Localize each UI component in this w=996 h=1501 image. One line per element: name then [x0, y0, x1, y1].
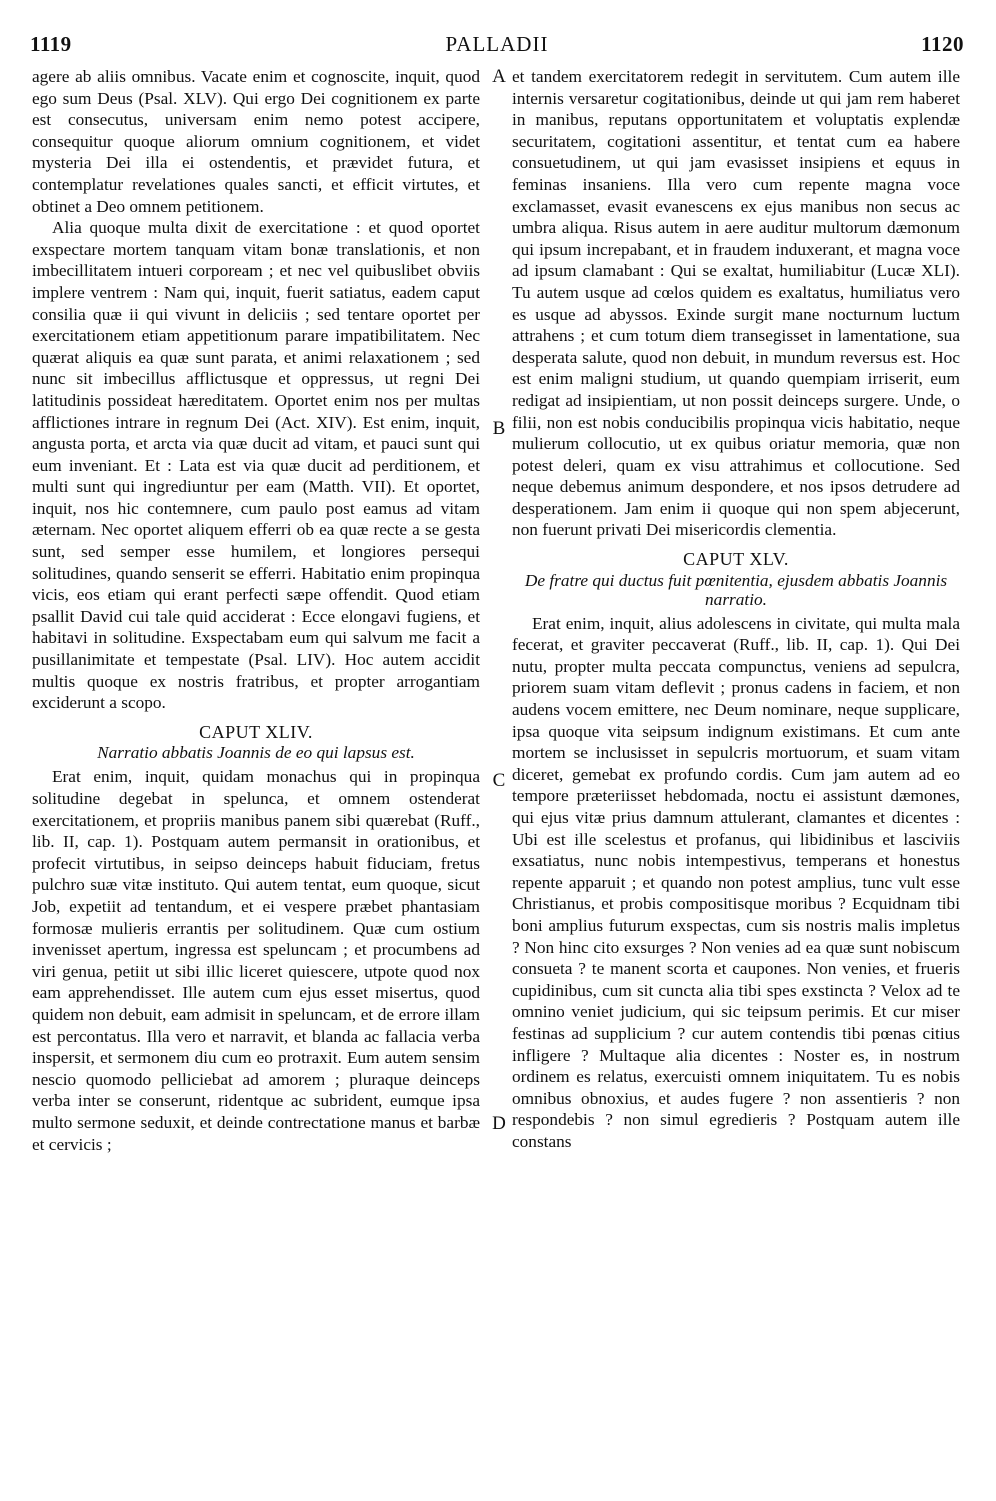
- margin-marker-d: D: [492, 1113, 506, 1134]
- page-header: [30, 32, 964, 62]
- chapter-title-44: CAPUT XLIV.: [199, 721, 313, 742]
- left-paragraph-3: Erat enim, inquit, quidam monachus qui in propinqua solitudine degebat in spelunca, et omnem ostenderat exercitationem, et propriis manibus panem sibi quærebat (Ruff., lib. II, cap. 1). Postquam autem permansit in orationibus, et profecit virtutibus, in seipso deinceps habuit fiduciam, fretus pulchro suæ vitæ instituto. Qui autem tentat, eum quoque, sicut Job, expetiit ad tentandum, et ei vespere præbet phantasiam formosæ mulieris errantis per solitudinem. Quæ cum ostium invenisset apertum, ingressa est speluncam ; et procumbens ad viri genua, petiit ut sibi illic liceret quiescere, utpote quod nox eam apprehendisset. Ille autem cum ejus esset misertus, quod quidem non debuit, eam admisit in speluncam, et de errore illam est percontatus. Illa vero et narravit, et blanda ac fallacia verba inspersit, et sermonem diu cum eo protraxit. Eum autem sensim nescio quomodo pelliciebat ad amorem ; pluraque deinceps verba inter se conserunt, ridentque ac subrident, eumque ipsa multo sermone seduxit, et deinde contrectatione manus et barbæ et cervicis ;: [32, 767, 480, 1154]
- right-paragraph-1: et tandem exercitatorem redegit in servitutem. Cum autem ille internis versaretur cogitationibus, deinde ut qui jam rem haberet in manibus, reputans opportunitatem et voluptatis explendæ securitatem, cogitationi assentitur, et tentat cum ea habere consuetudinem, ut qui jam evasisset insipiens et equus in feminas insaniens. Illa vero cum repente magna voce exclamasset, evasit evanescens ex ejus manibus non secus ac umbra aliqua. Risus autem in aere auditur multorum dæmonum qui ipsum increpabant, et in fraudem induxerant, et magna voce ad ipsum clamabant : Qui se exaltat, humiliabitur (Lucæ XLI). Tu autem usque ad cœlos quidem es exaltatus, humiliatus vero es usque ad abyssos. Exinde surgit mane nocturnum luctum attrahens ; et cum totum diem transegisset in lamentatione, sua desperata salute, quod non debuit, in mundum reversus est. Hoc est enim maligni studium, ut quando quempiam irriserit, eum redigat ad insipientiam, ut non possit deinceps surgere. Unde, o filii, non est nobis conducibilis propinqua vicis habitatio, neque mulierum collocutio, ut ex quibus oriatur memoria, quæ non potest deleri, quam ex visu attrahimus et collocutione. Sed neque debemus animum despondere, et nos ipsos detrudere ad desperationem. Jam enim ii quoque qui non spem abjecerunt, non fuerunt privati Dei misericordis clementia.: [512, 67, 960, 540]
- page-number-left: 1119: [30, 32, 72, 56]
- running-title: PALLADII: [445, 32, 549, 56]
- right-paragraph-2: Erat enim, inquit, alius adolescens in civitate, qui multa mala fecerat, et graviter peccaverat (Ruff., lib. II, cap. 1). Qui Dei nutu, propter multa peccata compunctus, veniens ad sepulcra, priorem suam vitam deflevit ; pronus cadens in faciem, et non audens vocem emittere, nec Deum nominare, neque supplicare, ipsa quoque vita seipsum indignum existimans. Et cum ante mortem se inclusisset in sepulcris mortuorum, et suam vitam diceret, gemebat ex profundo cordis. Cum jam autem ad eo tempore præteriisset hebdomada, noctu ei assistunt dæmones, qui ejus vitæ prius damnum attulerant, clamantes et dicentes : Ubi est ille scelestus et profanus, qui libidinibus et lasciviis exsatiatus, nunc nobis intempestivus, temperans et honestus repente apparuit ; et quando non potest amplius, tunc vult esse Christianus, et probis compositisque moribus ? Ecquidnam tibi boni amplius futurum exspectas, cum sis nostris malis impletus ? Non hinc cito exsurges ? Non venies ad ea quæ sunt nobiscum consueta ? te manent scorta et caupones. Non venies, et frueris cupidinibus, cum sit cuncta alia tibi spes exstincta ? Velox ad te omnino veniet judicium, qui sic teipsum perimis. Et cur miser festinas ad supplicium ? cur autem contendis tibi pœnas citius infligere ? Multaque alia dicentes : Noster es, in nostrum ordinem es relatus, exercuisti omnem iniquitatem. Tu es nobis omnibus obnoxius, et audes fugere ? non assentieris ? non respondebis ? non simul egredieris ? Postquam autem ille constans: [512, 613, 960, 1151]
- margin-marker-c: C: [492, 770, 506, 791]
- chapter-title-45: CAPUT XLV.: [683, 549, 789, 570]
- page-number-right: 1120: [921, 32, 964, 56]
- left-paragraph-1: agere ab aliis omnibus. Vacate enim et cognoscite, inquit, quod ego sum Deus (Psal. XLV). Qui ergo Dei cognitionem ex parte est consecutus, universam enim nemo potest accipere, consequitur quoque aliorum omnium cognitionem, et videt mysteria Dei illa ei ostendentis, et prævidet futura, et contemplatur revelationes quales sancti, et efficit virtutes, et obtinet a Deo omnem petitionem.: [32, 67, 480, 216]
- right-column: [512, 66, 960, 1153]
- left-column: [32, 66, 480, 1155]
- chapter-subtitle-45: De fratre qui ductus fuit pœnitentia, ejusdem abbatis Joannis narratio.: [524, 570, 948, 609]
- chapter-subtitle-44: Narratio abbatis Joannis de eo qui lapsus est.: [97, 743, 415, 763]
- margin-marker-a: A: [492, 66, 506, 87]
- left-paragraph-2: Alia quoque multa dixit de exercitatione : et quod oportet exspectare mortem tanquam vitam bonæ translationis, et non imbecillitatem intueri corpoream ; et nec vel quibuslibet obviis implere ventrem : Nam qui, inquit, fuerit satiatus, eadem caput consilia quæ ii qui vivunt in deliciis ; sed tentare oportet per exercitationem etiam appetitionum parare impatibilitatem. Nec quærat aliquis ea quæ sunt parata, et animi relaxationem ; sed nunc sit imbecillus afflictusque et oppressus, ut regni Dei latitudinis possideat hæreditatem. Oportet enim nos per multas afflictiones intrare in regnum Dei (Act. XIV). Est enim, inquit, angusta porta, et arcta via quæ ducit ad vitam, et pauci sunt qui eum inveniant. Et : Lata est via quæ ducit ad perditionem, et multi sunt qui ingrediuntur per eam (Matth. VII). Et oportet, inquit, nos hic contemnere, cum paulo post eamus ad vitam æternam. Nec oportet aliquem efferri ob ea quæ recte a se gesta sunt, sed semper esse humilem, et longiores persequi solitudines, quando senserit se efferri. Habitatio enim propinqua vicis, eos etiam qui erant perfecti sæpe offendit. Quod etiam psallit David cui tale quid acciderat : Ecce elongavi fugiens, et habitavi in solitudine. Exspectabam eum qui salvum me facit a pusillanimitate et tempestate (Psal. LIV). Hoc autem accidit multis quoque ex nostris fratribus, et propter arrogantiam exciderunt a scopo.: [32, 218, 480, 713]
- margin-marker-b: B: [492, 418, 506, 439]
